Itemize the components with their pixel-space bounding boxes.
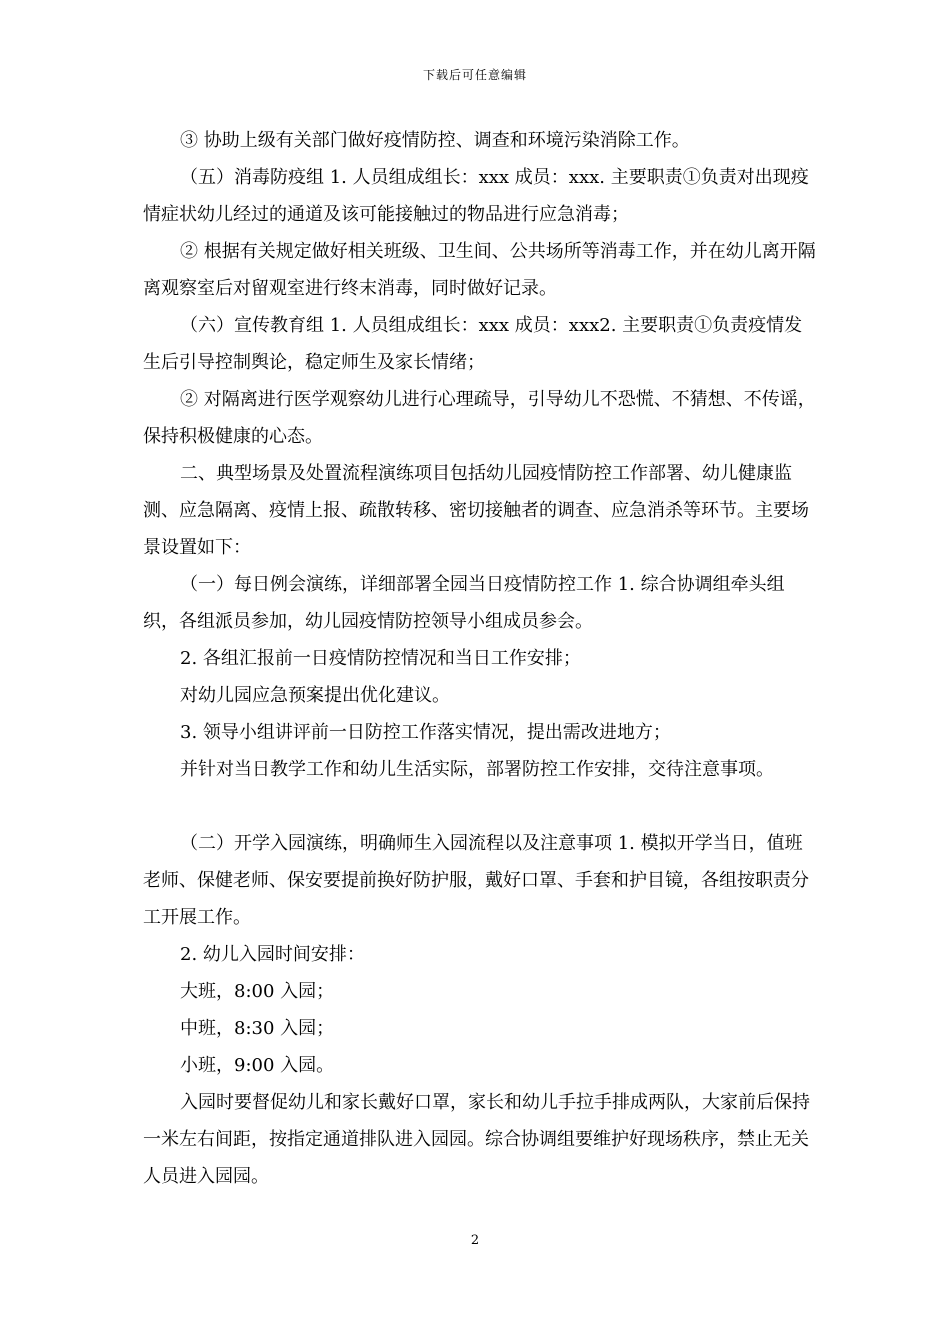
- document-body: [143, 122, 818, 1195]
- page-number: 2: [470, 1233, 480, 1248]
- paragraph-deployment: 并针对当日教学工作和幼儿生活实际，部署防控工作安排，交待注意事项。: [180, 759, 774, 780]
- paragraph-senior-class: 大班，8:00 入园；: [180, 981, 335, 1002]
- paragraph-optimization: 对幼儿园应急预案提出优化建议。: [180, 685, 450, 706]
- paragraph-group-report: 2. 各组汇报前一日疫情防控情况和当日工作安排；: [180, 648, 581, 669]
- paragraph-spacer: [143, 788, 818, 825]
- paragraph-section-6-publicity: （六）宣传教育组 1. 人员组成组长：xxx 成员：xxx2. 主要职责①负责疫情发生后引导控制舆论，稳定师生及家长情绪；: [143, 315, 803, 373]
- paragraph-section-2-scenarios: 二、典型场景及处置流程演练项目包括幼儿园疫情防控工作部署、幼儿健康监测、应急隔离、疫情上报、疏散转移、密切接触者的调查、应急消杀等环节。主要场景设置如下：: [143, 463, 809, 558]
- paragraph-middle-class: 中班，8:30 入园；: [180, 1018, 335, 1039]
- paragraph-entry-rules: 入园时要督促幼儿和家长戴好口罩，家长和幼儿手拉手排成两队，大家前后保持一米左右间距，按指定通道排队进入园园。综合协调组要维护好现场秩序，禁止无关人员进入园园。: [143, 1092, 810, 1187]
- paragraph-publicity-duty-2: ② 对隔离进行医学观察幼儿进行心理疏导，引导幼儿不恐慌、不猜想、不传谣，保持积极健康的心态。: [143, 389, 816, 447]
- paragraph-junior-class: 小班，9:00 入园。: [180, 1055, 335, 1076]
- paragraph-school-entry-drill: （二）开学入园演练，明确师生入园流程以及注意事项 1. 模拟开学当日，值班老师、保健老师、保安要提前换好防护服，戴好口罩、手套和护目镜，各组按职责分工开展工作。: [143, 833, 809, 928]
- paragraph-daily-meeting-drill: （一）每日例会演练，详细部署全园当日疫情防控工作 1. 综合协调组牵头组织，各组派员参加，幼儿园疫情防控领导小组成员参会。: [143, 574, 785, 632]
- page-header: 下载后可任意编辑: [422, 68, 527, 82]
- paragraph-entry-schedule: 2. 幼儿入园时间安排：: [180, 944, 365, 965]
- paragraph-item-3: ③ 协助上级有关部门做好疫情防控、调查和环境污染消除工作。: [180, 130, 690, 151]
- paragraph-leader-review: 3. 领导小组讲评前一日防控工作落实情况，提出需改进地方；: [180, 722, 671, 743]
- paragraph-disinfection-duty-2: ② 根据有关规定做好相关班级、卫生间、公共场所等消毒工作，并在幼儿离开隔离观察室后对留观室进行终末消毒，同时做好记录。: [143, 241, 816, 299]
- paragraph-section-5-disinfection: （五）消毒防疫组 1. 人员组成组长：xxx 成员：xxx. 主要职责①负责对出现疫情症状幼儿经过的通道及该可能接触过的物品进行应急消毒；: [143, 167, 809, 225]
